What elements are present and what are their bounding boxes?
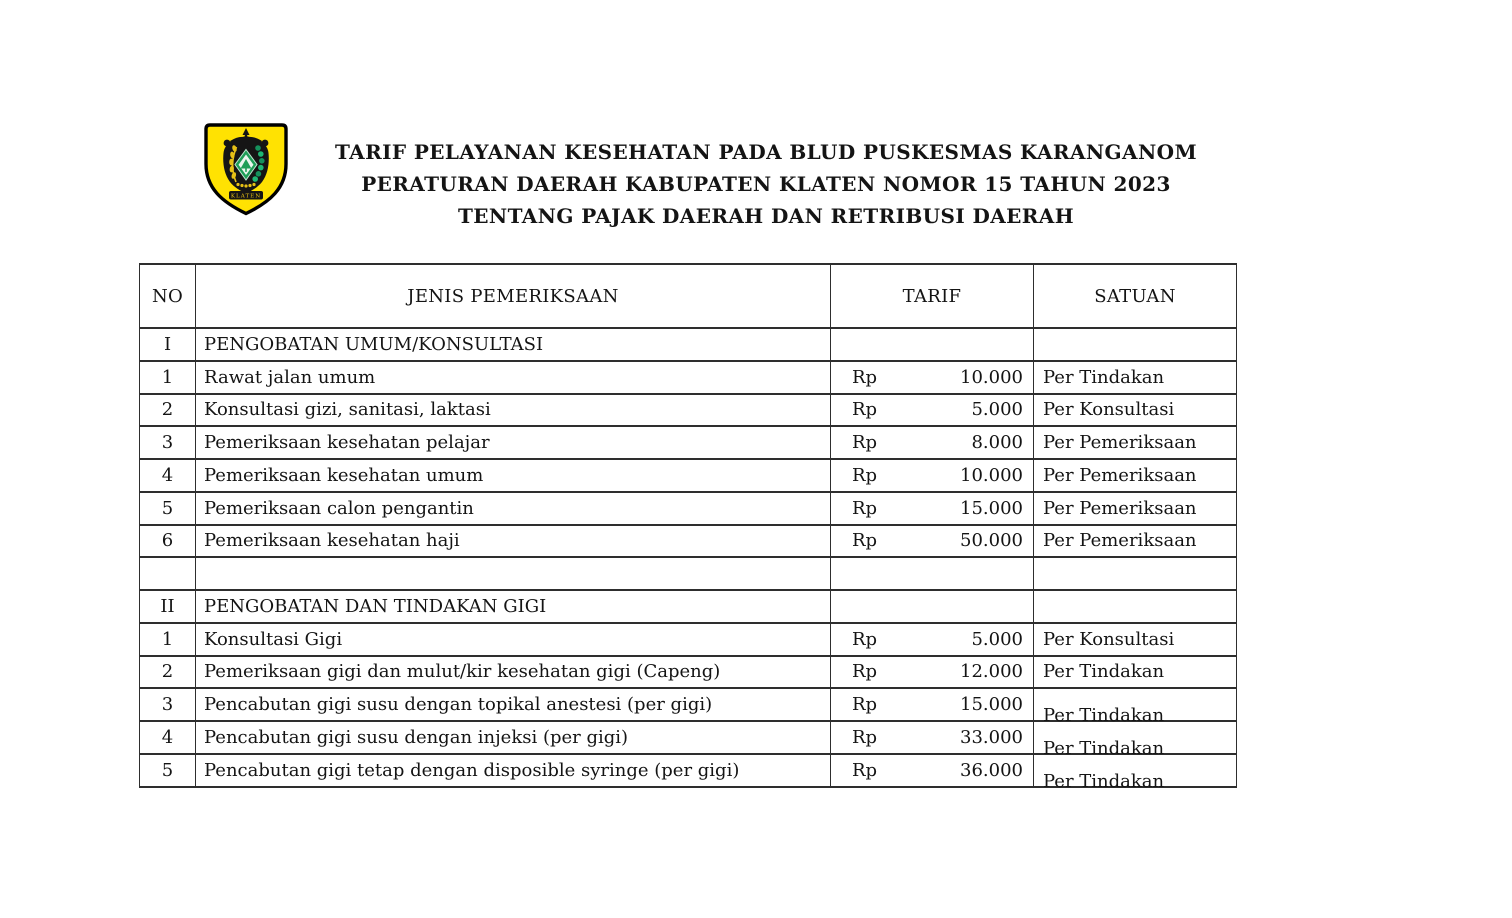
cell-no <box>140 557 196 590</box>
table-row <box>140 361 1237 394</box>
table-row <box>140 688 1237 721</box>
cell-jenis: Pencabutan gigi susu dengan injeksi (per gigi) <box>196 721 831 754</box>
table-row <box>140 426 1237 459</box>
title-line-2: PERATURAN DAERAH KABUPATEN KLATEN NOMOR 15 TAHUN 2023 <box>361 172 1171 196</box>
column-header-no: NO <box>140 264 196 328</box>
table-row <box>140 525 1237 558</box>
tarif-amount: 36.000 <box>960 759 1023 781</box>
spacer-row <box>140 557 1237 590</box>
table-row <box>140 459 1237 492</box>
cell-satuan <box>1034 557 1237 590</box>
cell-tarif <box>831 754 1034 787</box>
currency-label: Rp <box>852 661 878 683</box>
cell-satuan: Per Pemeriksaan <box>1034 492 1237 525</box>
cell-satuan: Per Konsultasi <box>1034 394 1237 427</box>
cell-tarif <box>831 721 1034 754</box>
cell-satuan: Per Tindakan <box>1034 721 1237 754</box>
cell-satuan: Per Pemeriksaan <box>1034 525 1237 558</box>
cell-no: 4 <box>140 721 196 754</box>
column-header-jenis: JENIS PEMERIKSAAN <box>196 264 831 328</box>
currency-label: Rp <box>852 497 878 519</box>
cell-no: 5 <box>140 754 196 787</box>
cell-no: 1 <box>140 623 196 656</box>
table-row <box>140 394 1237 427</box>
tarif-amount: 5.000 <box>971 399 1023 421</box>
cell-satuan: Per Tindakan <box>1034 361 1237 394</box>
cell-jenis: Konsultasi Gigi <box>196 623 831 656</box>
tariff-table <box>139 263 1237 792</box>
column-header-satuan: SATUAN <box>1034 264 1237 328</box>
table-row <box>140 623 1237 656</box>
cell-jenis: Rawat jalan umum <box>196 361 831 394</box>
tarif-amount: 5.000 <box>971 628 1023 650</box>
tarif-amount: 8.000 <box>971 432 1023 454</box>
cell-no: 5 <box>140 492 196 525</box>
cell-no: 3 <box>140 688 196 721</box>
tarif-amount: 10.000 <box>960 366 1023 388</box>
cell-satuan <box>1034 328 1237 361</box>
cell-jenis: Pemeriksaan kesehatan haji <box>196 525 831 558</box>
cell-jenis: Pencabutan gigi susu dengan topikal anestesi (per gigi) <box>196 688 831 721</box>
cell-no: I <box>140 328 196 361</box>
table-row <box>140 656 1237 689</box>
cell-satuan: Per Pemeriksaan <box>1034 459 1237 492</box>
tarif-amount: 12.000 <box>960 661 1023 683</box>
section-row <box>140 590 1237 623</box>
document-title <box>290 136 1242 232</box>
column-header-tarif: TARIF <box>831 264 1034 328</box>
table-row <box>140 492 1237 525</box>
cell-tarif <box>831 557 1034 590</box>
currency-label: Rp <box>852 759 878 781</box>
cell-jenis: Pencabutan gigi tetap dengan disposible syringe (per gigi) <box>196 754 831 787</box>
cell-jenis: Pemeriksaan kesehatan umum <box>196 459 831 492</box>
cell-no: 6 <box>140 525 196 558</box>
cell-satuan <box>1034 590 1237 623</box>
cell-tarif <box>831 590 1034 623</box>
cell-jenis: Konsultasi gizi, sanitasi, laktasi <box>196 394 831 427</box>
cell-satuan: Per Tindakan <box>1034 688 1237 721</box>
cell-no: 1 <box>140 361 196 394</box>
title-line-3: TENTANG PAJAK DAERAH DAN RETRIBUSI DAERAH <box>457 204 1075 228</box>
cell-satuan: Per Tindakan <box>1034 656 1237 689</box>
tarif-amount: 15.000 <box>960 694 1023 716</box>
currency-label: Rp <box>852 464 878 486</box>
cell-jenis <box>196 557 831 590</box>
cell-satuan: Per Konsultasi <box>1034 623 1237 656</box>
section-row <box>140 328 1237 361</box>
cell-tarif <box>831 688 1034 721</box>
cell-tarif <box>831 394 1034 427</box>
cell-jenis: Pemeriksaan kesehatan pelajar <box>196 426 831 459</box>
cell-tarif <box>831 328 1034 361</box>
cell-no: 2 <box>140 394 196 427</box>
currency-label: Rp <box>852 366 878 388</box>
cell-tarif <box>831 361 1034 394</box>
cell-no: 3 <box>140 426 196 459</box>
tarif-amount: 33.000 <box>960 726 1023 748</box>
title-line-1: TARIF PELAYANAN KESEHATAN PADA BLUD PUSKESMAS KARANGANOM <box>334 140 1197 164</box>
cell-jenis: PENGOBATAN UMUM/KONSULTASI <box>196 328 831 361</box>
cell-tarif <box>831 492 1034 525</box>
cell-satuan: Per Pemeriksaan <box>1034 426 1237 459</box>
cell-no: 4 <box>140 459 196 492</box>
cell-jenis: Pemeriksaan calon pengantin <box>196 492 831 525</box>
currency-label: Rp <box>852 432 878 454</box>
currency-label: Rp <box>852 628 878 650</box>
cell-tarif <box>831 525 1034 558</box>
tarif-amount: 15.000 <box>960 497 1023 519</box>
svg-text:KLATEN: KLATEN <box>230 193 262 200</box>
cell-tarif <box>831 426 1034 459</box>
cell-satuan: Per Tindakan <box>1034 754 1237 787</box>
table-header-row <box>140 264 1237 328</box>
currency-label: Rp <box>852 726 878 748</box>
currency-label: Rp <box>852 530 878 552</box>
tarif-amount: 50.000 <box>960 530 1023 552</box>
tarif-amount: 10.000 <box>960 464 1023 486</box>
cell-tarif <box>831 459 1034 492</box>
table-body <box>140 328 1237 792</box>
cell-no: 2 <box>140 656 196 689</box>
klaten-logo-graphic <box>203 122 289 216</box>
cell-tarif <box>831 656 1034 689</box>
cell-jenis: Pemeriksaan gigi dan mulut/kir kesehatan gigi (Capeng) <box>196 656 831 689</box>
cell-no: II <box>140 590 196 623</box>
cell-tarif <box>831 623 1034 656</box>
currency-label: Rp <box>852 399 878 421</box>
klaten-regency-logo <box>203 122 289 216</box>
currency-label: Rp <box>852 694 878 716</box>
cell-jenis: PENGOBATAN DAN TINDAKAN GIGI <box>196 590 831 623</box>
